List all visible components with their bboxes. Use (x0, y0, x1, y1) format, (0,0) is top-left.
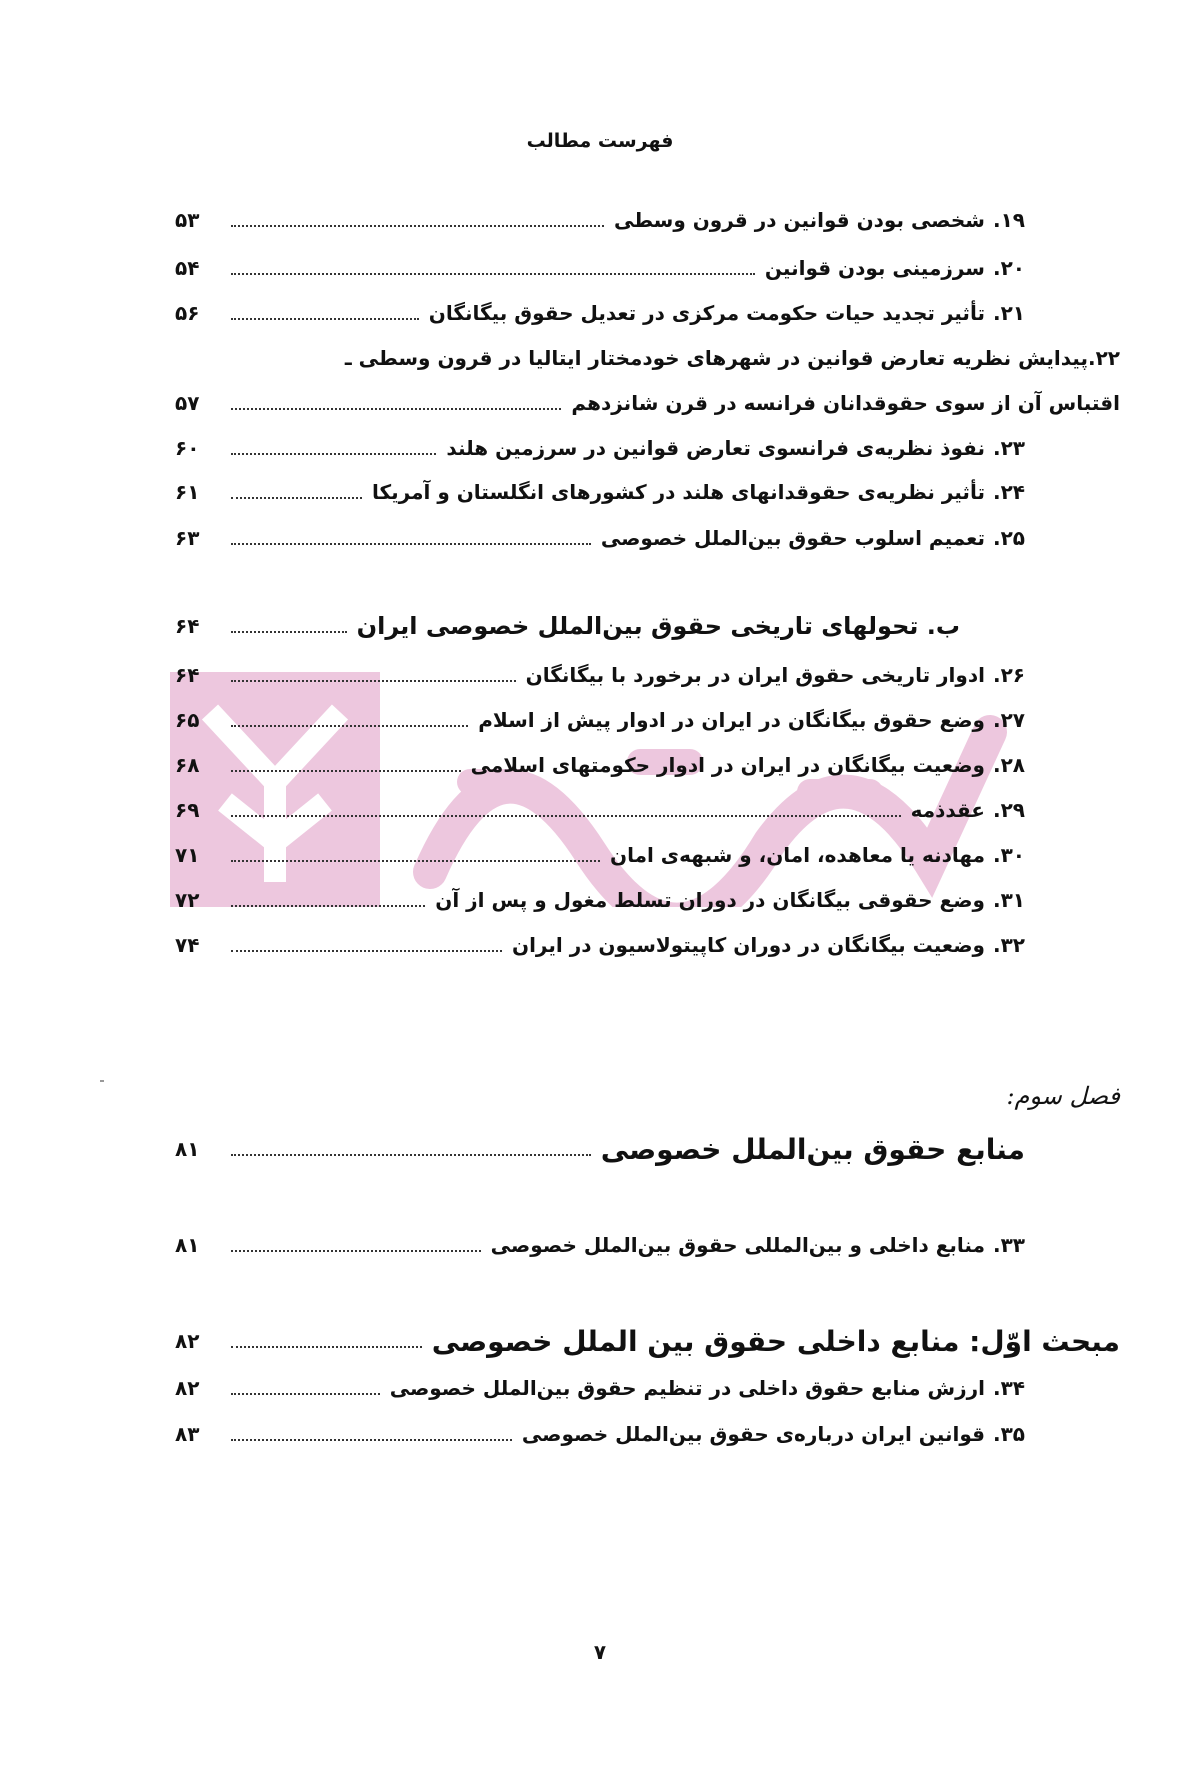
toc-page-number: ۷۴ (175, 933, 200, 957)
toc-page-number: ۵۶ (175, 301, 200, 325)
toc-entry-text: وضع حقوقی بیگانگان در دوران تسلط مغول و پس از آن (435, 888, 985, 912)
toc-entry-text: قوانین ایران درباره‌ی حقوق بین‌الملل خصوصی (521, 1422, 985, 1446)
toc-page-number: ۸۱ (175, 1233, 200, 1257)
toc-entry-text: مهادنه یا معاهده، امان، و شبهه‌ی امان (610, 843, 985, 867)
toc-page-number: ۶۸ (175, 753, 200, 777)
dot-leader (231, 543, 591, 545)
dot-leader (231, 815, 901, 817)
toc-entry-23: ۲۳.نفوذ نظریه‌ی فرانسوی تعارض قوانین در سرزمین هلند ۶۰ (175, 436, 1025, 460)
chapter-title: منابع حقوق بین‌الملل خصوصی (600, 1132, 1025, 1166)
toc-page-number: ۵۴ (175, 256, 200, 280)
dot-leader (231, 1346, 422, 1348)
dot-leader (231, 1250, 481, 1252)
toc-entry-text: وضع حقوق بیگانگان در ایران در ادوار پیش از اسلام (478, 708, 985, 732)
dot-leader (231, 631, 347, 633)
toc-entry-29: ۲۹.عقدذمه ۶۹ (175, 798, 1025, 822)
toc-entry-text: عقدذمه (910, 798, 985, 822)
dot-leader (231, 408, 561, 410)
toc-entry-text: تعمیم اسلوب حقوق بین‌الملل خصوصی (600, 526, 985, 550)
toc-entry-text: نفوذ نظریه‌ی فرانسوی تعارض قوانین در سرزمین هلند (446, 436, 985, 460)
dot-leader (231, 453, 436, 455)
toc-entry-34: ۳۴.ارزش منابع حقوق داخلی در تنظیم حقوق بین‌الملل خصوصی ۸۲ (175, 1376, 1025, 1400)
dot-leader (231, 318, 419, 320)
toc-entry-text: تأثیر نظریه‌ی حقوقدانهای هلند در کشورهای انگلستان و آمریکا (372, 480, 985, 504)
section-title: مبحث اوّل: منابع داخلی حقوق بین الملل خصوصی (431, 1324, 1120, 1358)
chapter-title-line (175, 1125, 1025, 1173)
toc-entry-33: ۳۳.منابع داخلی و بین‌المللی حقوق بین‌الملل خصوصی ۸۱ (175, 1233, 1025, 1257)
toc-entry-25: ۲۵.تعمیم اسلوب حقوق بین‌الملل خصوصی ۶۳ (175, 526, 1025, 550)
toc-page-number: ۶۹ (175, 798, 200, 822)
dot-leader (231, 1439, 512, 1441)
toc-page-number: ۷۲ (175, 888, 200, 912)
scan-artifact (100, 1080, 104, 1082)
toc-entry-21: ۲۱.تأثیر تجدید حیات حکومت مرکزی در تعدیل حقوق بیگانگان ۵۶ (175, 301, 1025, 325)
toc-page-number: ۸۱ (175, 1137, 200, 1161)
toc-page-number: ۶۳ (175, 526, 200, 550)
dot-leader (231, 1393, 380, 1395)
toc-entry-24: ۲۴.تأثیر نظریه‌ی حقوقدانهای هلند در کشورهای انگلستان و آمریکا ۶۱ (175, 480, 1025, 504)
dot-leader (231, 950, 502, 952)
toc-page-number: ۵۷ (175, 391, 200, 415)
toc-page-number: ۸۲ (175, 1376, 200, 1400)
dot-leader (231, 1154, 591, 1156)
toc-page-number: ۶۵ (175, 708, 200, 732)
toc-entry-text: منابع داخلی و بین‌المللی حقوق بین‌الملل خصوصی (490, 1233, 985, 1257)
toc-entry-32: ۳۲.وضعیت بیگانگان در دوران کاپیتولاسیون در ایران ۷۴ (175, 933, 1025, 957)
section-heading-b (175, 606, 960, 646)
dot-leader (231, 725, 468, 727)
toc-entry-text: وضعیت بیگانگان در ایران در ادوار حکومتهای اسلامی (470, 753, 985, 777)
toc-page-number: ۷۱ (175, 843, 200, 867)
dot-leader (231, 680, 516, 682)
dot-leader (231, 273, 755, 275)
toc-entry-text: ادوار تاریخی حقوق ایران در برخورد با بیگانگان (525, 663, 985, 687)
toc-entry-31: ۳۱.وضع حقوقی بیگانگان در دوران تسلط مغول و پس از آن ۷۲ (175, 888, 1025, 912)
chapter-label: فصل سوم: (1006, 1082, 1120, 1110)
toc-page-number: ۵۳ (175, 208, 200, 232)
dot-leader (231, 905, 425, 907)
toc-entry-30: ۳۰.مهادنه یا معاهده، امان، و شبهه‌ی امان ۷۱ (175, 843, 1025, 867)
dot-leader (231, 770, 461, 772)
toc-entry-22-line1 (175, 338, 1120, 378)
toc-entry-19: ۱۹.شخصی بودن قوانین در قرون وسطی ۵۳ (175, 208, 1025, 232)
toc-entry-text: شخصی بودن قوانین در قرون وسطی (613, 208, 985, 232)
toc-entry-20: ۲۰.سرزمینی بودن قوانین ۵۴ (175, 256, 1025, 280)
toc-entry-text: تأثیر تجدید حیات حکومت مرکزی در تعدیل حقوق بیگانگان (428, 301, 985, 325)
section-heading-1 (175, 1317, 1120, 1365)
toc-entry-27: ۲۷.وضع حقوق بیگانگان در ایران در ادوار پیش از اسلام ۶۵ (175, 708, 1025, 732)
page-header: فهرست مطالب (526, 130, 674, 152)
toc-entry-text: وضعیت بیگانگان در دوران کاپیتولاسیون در ایران (512, 933, 985, 957)
page-number: ۷ (593, 1640, 607, 1664)
toc-entry-28: ۲۸.وضعیت بیگانگان در ایران در ادوار حکومتهای اسلامی ۶۸ (175, 753, 1025, 777)
dot-leader (231, 225, 604, 227)
toc-page-number: ۶۰ (175, 436, 200, 460)
toc-page-number: ۶۱ (175, 480, 200, 504)
toc-page-number: ۶۴ (175, 663, 200, 687)
dot-leader (231, 860, 600, 862)
toc-entry-22-line2 (175, 383, 1120, 423)
toc-entry-text: اقتباس آن از سوی حقوقدانان فرانسه در قرن شانزدهم (571, 391, 1120, 415)
section-title: ب. تحولهای تاریخی حقوق بین‌الملل خصوصی ایران (356, 612, 960, 640)
toc-entry-text: ارزش منابع حقوق داخلی در تنظیم حقوق بین‌الملل خصوصی (389, 1376, 985, 1400)
toc-page-number: ۶۴ (175, 614, 200, 638)
toc-page-number: ۸۳ (175, 1422, 200, 1446)
toc-entry-text: ۲۲.پیدایش نظریه تعارض قوانین در شهرهای خودمختار ایتالیا در قرون وسطی ـ (344, 346, 1120, 370)
toc-entry-text: سرزمینی بودن قوانین (764, 256, 985, 280)
toc-entry-26: ۲۶.ادوار تاریخی حقوق ایران در برخورد با بیگانگان ۶۴ (175, 663, 1025, 687)
toc-page-number: ۸۲ (175, 1329, 200, 1353)
dot-leader (231, 497, 362, 499)
toc-entry-35: ۳۵.قوانین ایران درباره‌ی حقوق بین‌الملل خصوصی ۸۳ (175, 1422, 1025, 1446)
